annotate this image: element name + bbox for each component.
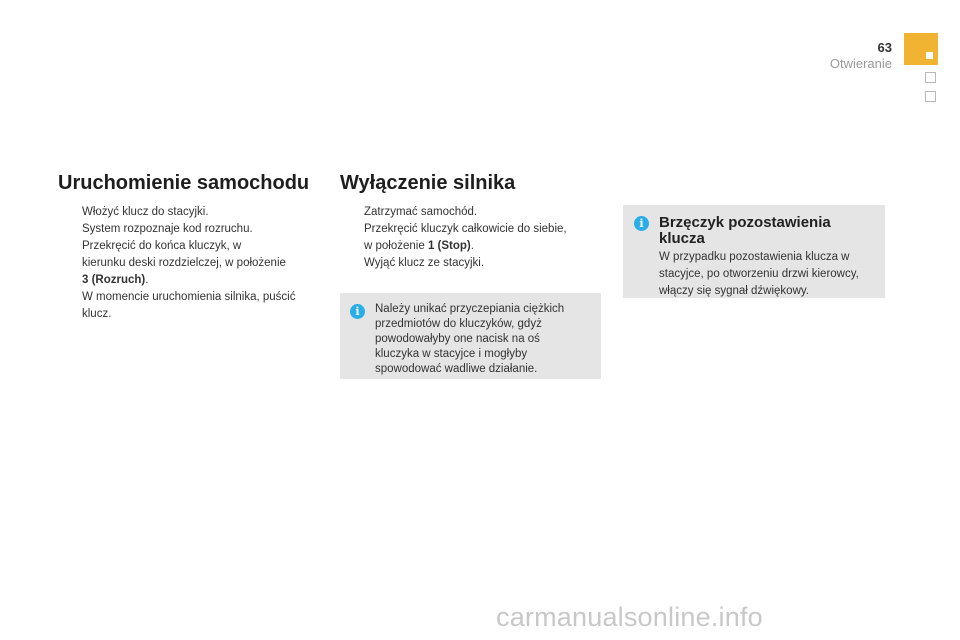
heading-engine-off: Wyłączenie silnika bbox=[340, 172, 516, 194]
info-box-title: Brzęczyk pozostawienia klucza bbox=[659, 214, 831, 247]
section-name: Otwieranie bbox=[829, 56, 892, 71]
warning-note-box bbox=[340, 293, 601, 379]
info-icon: i bbox=[634, 216, 649, 231]
list-item: Zatrzymać samochód. bbox=[364, 206, 478, 218]
section-tab-3 bbox=[925, 91, 936, 102]
list-item: Przekręcić do końca kluczyk, w kierunku deski rozdzielczej, w położenie 3 (Rozruch). bbox=[82, 240, 286, 286]
list-item: W momencie uruchomienia silnika, puścić klucz. bbox=[82, 291, 296, 320]
list-item: Włożyć klucz do stacyjki. System rozpoznaje kod rozruchu. bbox=[82, 206, 253, 235]
starting-steps-list bbox=[58, 204, 328, 323]
engine-off-steps-list bbox=[340, 204, 600, 272]
list-item: Przekręcić kluczyk całkowicie do siebie, w położenie 1 (Stop). bbox=[364, 223, 567, 252]
info-box-text: W przypadku pozostawienia klucza w stacyjce, po otworzeniu drzwi kierowcy, włączy się sygnał dźwiękowy. bbox=[659, 251, 859, 297]
section-tab-active bbox=[904, 33, 938, 65]
list-item: Wyjąć klucz ze stacyjki. bbox=[364, 257, 485, 269]
watermark: carmanualsonline.info bbox=[496, 602, 763, 632]
tab-marker-icon bbox=[926, 52, 933, 59]
page-number: 63 bbox=[877, 40, 892, 55]
section-tab-2 bbox=[925, 72, 936, 83]
note-text: Należy unikać przyczepiania ciężkich przedmiotów do kluczyków, gdyż powodowałyby one nacisk na oś kluczyka w stacyjce i mogłyby spowodować wadliwe działanie. bbox=[375, 303, 565, 375]
heading-starting-car: Uruchomienie samochodu bbox=[58, 172, 310, 194]
key-buzzer-info-box bbox=[623, 205, 885, 298]
info-icon: i bbox=[350, 304, 365, 319]
